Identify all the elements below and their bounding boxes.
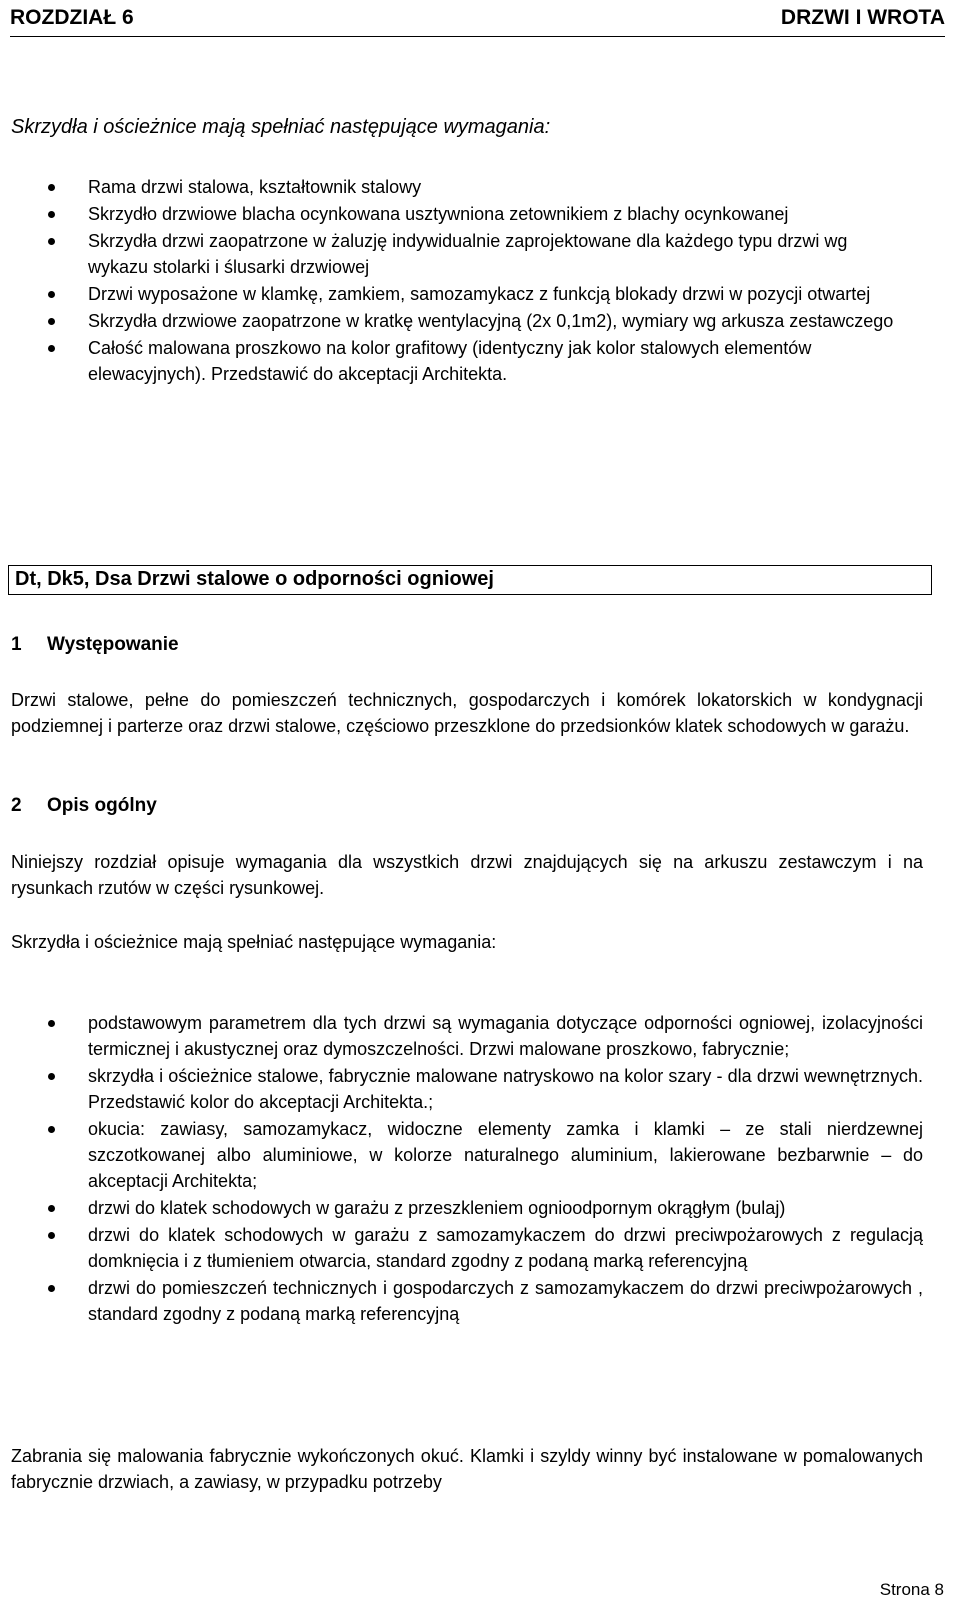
list-item: podstawowym parametrem dla tych drzwi są wymagania dotyczące odporności ogniowej, izolacyjności termicznej i akustycznej oraz dymoszczelności. Drzwi malowane proszkowo, fabrycznie; (0, 1010, 923, 1062)
chapter-title: DRZWI I WROTA (780, 6, 945, 29)
requirements-intro: Skrzydła i ościeżnice mają spełniać następujące wymagania: (11, 932, 497, 952)
heading-number: 2 (11, 795, 22, 816)
heading-text: Występowanie (47, 634, 179, 655)
list-item: Skrzydła drzwiowe zaopatrzone w kratkę wentylacyjną (2x 0,1m2), wymiary wg arkusza zestawczego (0, 308, 900, 334)
general-description-paragraph: Niniejszy rozdział opisuje wymagania dla wszystkich drzwi znajdujących się na arkuszu zestawczym i na rysunkach rzutów w części rysunkowej. (11, 852, 923, 898)
requirements-list-2 (0, 1010, 923, 1328)
occurrence-paragraph: Drzwi stalowe, pełne do pomieszczeń technicznych, gospodarczych i komórek lokatorskich w kondygnacji podziemnej i parterze oraz drzwi stalowe, częściowo przeszklone do przedsionków klatek schodowych w garażu. (11, 690, 923, 736)
section-title-box (8, 565, 932, 595)
heading-number: 1 (11, 634, 22, 655)
list-item: okucia: zawiasy, samozamykacz, widoczne elementy zamka i klamki – ze stali nierdzewnej szczotkowanej albo aluminiowe, w kolorze naturalnego aluminium, lakierowane bezbarwnie – do akceptacji Architekta; (0, 1116, 923, 1194)
requirements-list-1 (0, 174, 900, 388)
list-item: drzwi do pomieszczeń technicznych i gospodarczych z samozamykaczem do drzwi preciwpożarowych , standard zgodny z podaną marką referencyjną (0, 1275, 923, 1327)
list-item: Skrzydła drzwi zaopatrzone w żaluzję indywidualnie zaprojektowane dla każdego typu drzwi wg wykazu stolarki i ślusarki drzwiowej (0, 228, 900, 280)
list-item: Rama drzwi stalowa, kształtownik stalowy (0, 174, 900, 200)
list-item: Całość malowana proszkowo na kolor grafitowy (identyczny jak kolor stalowych elementów elewacyjnych). Przedstawić do akceptacji Architekta. (0, 335, 900, 387)
list-item: drzwi do klatek schodowych w garażu z samozamykaczem do drzwi preciwpożarowych z regulacją domknięcia i z tłumieniem otwarcia, standard zgodny z podaną marką referencyjną (0, 1222, 923, 1274)
heading-general-description (11, 795, 157, 817)
page-number: Strona 8 (879, 1580, 944, 1599)
list-item: Skrzydło drzwiowe blacha ocynkowana usztywniona zetownikiem z blachy ocynkowanej (0, 201, 900, 227)
section-title: Dt, Dk5, Dsa Drzwi stalowe o odporności ogniowej (15, 568, 494, 590)
requirements-intro-italic: Skrzydła i ościeżnice mają spełniać następujące wymagania: (11, 116, 551, 138)
heading-occurrence (11, 634, 179, 656)
closing-paragraph: Zabrania się malowania fabrycznie wykończonych okuć. Klamki i szyldy winny być instalowane w pomalowanych fabrycznie drzwiach, a zawiasy, w przypadku potrzeby (11, 1446, 923, 1492)
header-divider (10, 36, 945, 37)
list-item: skrzydła i ościeżnice stalowe, fabrycznie malowane natryskowo na kolor szary - dla drzwi wewnętrznych. Przedstawić kolor do akceptacji Architekta.; (0, 1063, 923, 1115)
list-item: drzwi do klatek schodowych w garażu z przeszkleniem ognioodpornym okrągłym (bulaj) (0, 1195, 923, 1221)
list-item: Drzwi wyposażone w klamkę, zamkiem, samozamykacz z funkcją blokady drzwi w pozycji otwartej (0, 281, 900, 307)
heading-text: Opis ogólny (47, 795, 157, 816)
chapter-label: ROZDZIAŁ 6 (10, 6, 134, 29)
